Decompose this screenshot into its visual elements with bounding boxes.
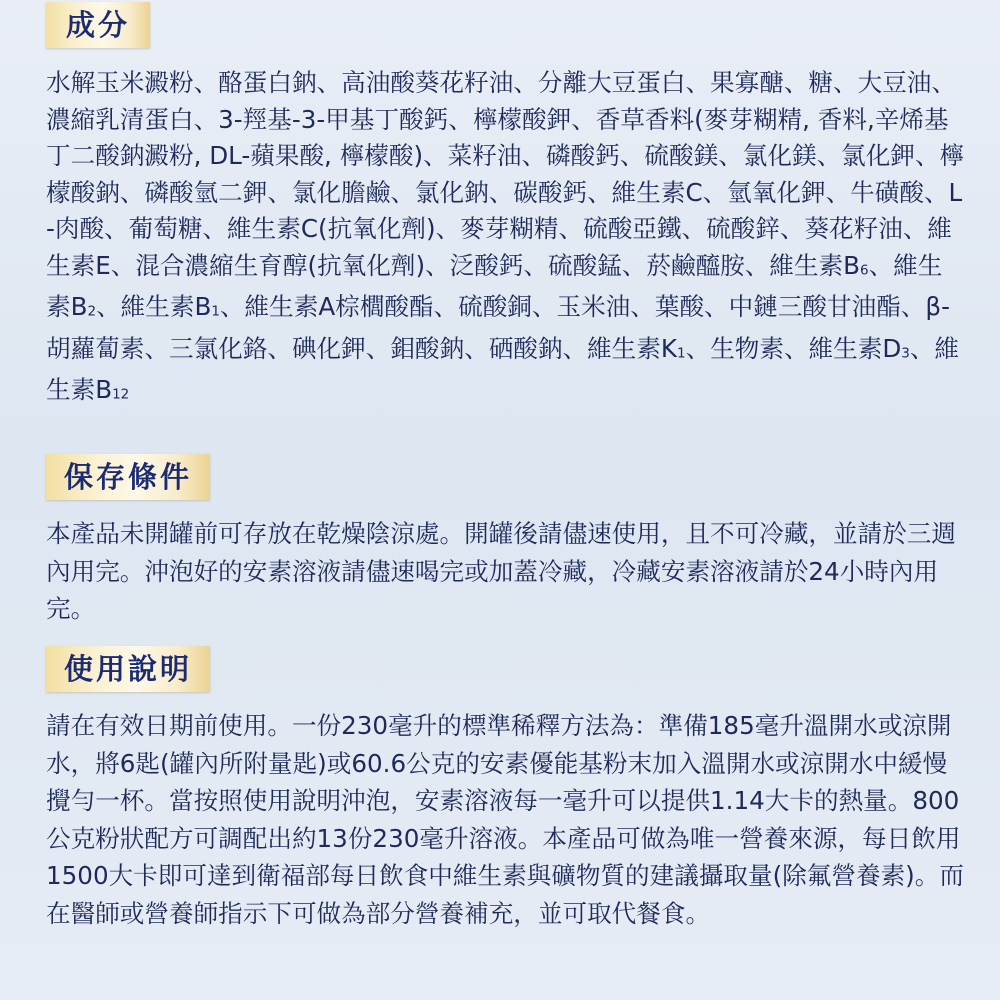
usage-text: 請在有效日期前使用。一份230毫升的標準稀釋方法為：準備185毫升溫開水或涼開水，將6匙(罐內所附量匙)或60.6公克的安素優能基粉末加入溫開水或涼開水中緩慢攪勻一杯。當按照使用說明沖泡，安素溶液每一毫升可以提供1.14大卡的熱量。800公克粉狀配方可調配出約13份230毫升溶液。本產品可做為唯一營養來源，每日飲用1500大卡即可達到衛福部每日飲食中維生素與礦物質的建議攝取量(除氟營養素)。而在醫師或營養師指示下可做為部分營養補充，並可取代餐食。	[46, 711, 964, 928]
vitamin-subscript: 1	[211, 303, 220, 320]
ingredients-text-part: 、生物素、維生素D	[685, 333, 902, 363]
storage-section	[46, 454, 966, 628]
ingredients-text-part: 、維生素B	[96, 292, 212, 322]
ingredients-text-part: 、維生素B	[46, 250, 943, 322]
ingredients-text-part: 、維生素B	[46, 333, 960, 404]
storage-heading: 保存條件	[46, 454, 210, 500]
ingredients-text	[46, 65, 966, 413]
vitamin-subscript: 2	[87, 303, 97, 320]
storage-text: 本產品未開罐前可存放在乾燥陰涼處。開罐後請儘速使用，且不可冷藏，並請於三週內用完。沖泡好的安素溶液請儘速喝完或加蓋冷藏，冷藏安素溶液請於24小時內用完。	[46, 519, 956, 624]
vitamin-subscript: 1	[676, 345, 686, 362]
ingredients-text-part: 、維生素A棕櫚酸酯、硫酸銅、玉米油、葉酸、中鏈三酸甘油酯、β-胡蘿蔔素、三氯化鉻、碘化鉀、鉬酸鈉、硒酸鈉、維生素K	[46, 292, 950, 363]
usage-section	[46, 646, 966, 933]
ingredients-section	[46, 2, 966, 413]
usage-heading: 使用說明	[46, 646, 210, 692]
ingredients-text-part: 水解玉米澱粉、酪蛋白鈉、高油酸葵花籽油、分離大豆蛋白、果寡醣、糖、大豆油、濃縮乳清蛋白、3-羥基-3-甲基丁酸鈣、檸檬酸鉀、香草香料(麥芽糊精, 香料,辛烯基丁二酸鈉澱粉, DL-蘋果酸, 檸檬酸)、菜籽油、磷酸鈣、硫酸鎂、氯化鎂、氯化鉀、檸檬酸鈉、磷酸氫二鉀、氯化膽鹼、氯化鈉、碳酸鈣、維生素C、氫氧化鉀、牛磺酸、L-肉酸、葡萄糖、維生素C(抗氧化劑)、麥芽糊精、硫酸亞鐵、硫酸鋅、葵花籽油、維生素E、混合濃縮生育醇(抗氧化劑)、泛酸鈣、硫酸錳、菸鹼醯胺、維生素B	[46, 68, 965, 280]
ingredients-heading: 成分	[46, 2, 150, 48]
vitamin-subscript: 12	[112, 386, 130, 403]
vitamin-subscript: 6	[860, 262, 869, 279]
vitamin-subscript: 3	[901, 345, 910, 362]
